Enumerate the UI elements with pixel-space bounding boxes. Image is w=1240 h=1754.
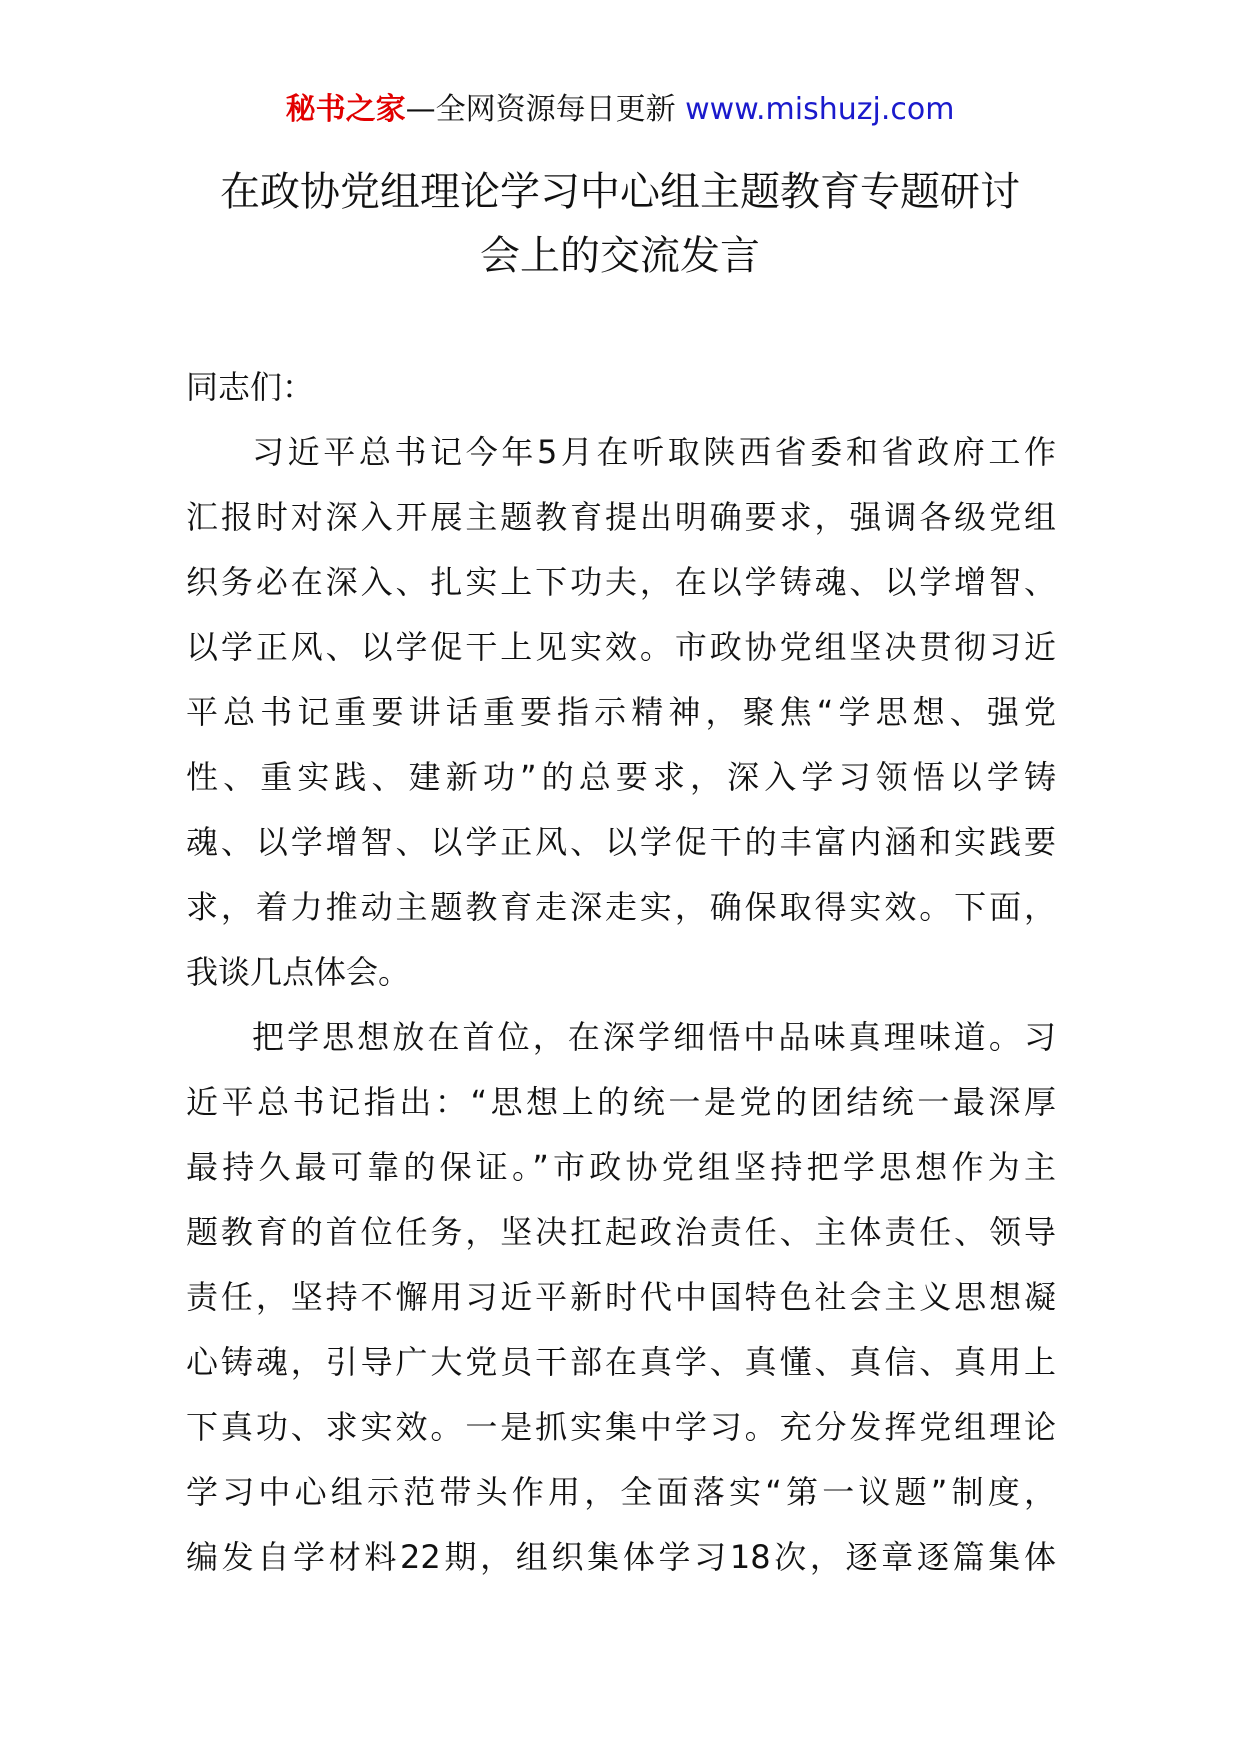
paragraph-line: 我谈几点体会。 <box>186 953 411 991</box>
site-url-link[interactable]: www.mishuzj.com <box>685 92 955 127</box>
paragraph-line: 织务必在深入、扎实上下功夫，在以学铸魂、以学增智、 <box>186 563 1056 601</box>
site-tagline: —全网资源每日更新 <box>405 92 686 127</box>
paragraph-line: 魂、以学增智、以学正风、以学促干的丰富内涵和实践要 <box>186 823 1056 861</box>
paragraph-line: 题教育的首位任务，坚决扛起政治责任、主体责任、领导 <box>186 1213 1056 1251</box>
paragraph-line: 求，着力推动主题教育走深走实，确保取得实效。下面， <box>186 888 1056 926</box>
paragraph-line: 编发自学材料22期，组织集体学习18次，逐章逐篇集体 <box>186 1538 1056 1576</box>
salutation: 同志们： <box>186 368 315 406</box>
paragraph-line: 以学正风、以学促干上见实效。市政协党组坚决贯彻习近 <box>186 628 1056 666</box>
paragraph-line: 下真功、求实效。一是抓实集中学习。充分发挥党组理论 <box>186 1408 1056 1446</box>
paragraph-line: 责任，坚持不懈用习近平新时代中国特色社会主义思想凝 <box>186 1278 1056 1316</box>
paragraph-line: 把学思想放在首位，在深学细悟中品味真理味道。习 <box>252 1018 1056 1056</box>
paragraph-line: 学习中心组示范带头作用，全面落实“第一议题”制度， <box>186 1473 1056 1511</box>
site-header <box>0 92 1240 128</box>
title-line-1: 在政协党组理论学习中心组主题教育专题研讨 <box>220 169 1020 215</box>
paragraph-line: 心铸魂，引导广大党员干部在真学、真懂、真信、真用上 <box>186 1343 1056 1381</box>
paragraph-line: 平总书记重要讲话重要指示精神，聚焦“学思想、强党 <box>186 693 1056 731</box>
paragraph-2 <box>186 1005 1056 1590</box>
document-title <box>120 160 1120 288</box>
paragraph-line: 汇报时对深入开展主题教育提出明确要求，强调各级党组 <box>186 498 1056 536</box>
paragraph-1 <box>186 420 1056 1005</box>
paragraph-line: 性、重实践、建新功”的总要求，深入学习领悟以学铸 <box>186 758 1056 796</box>
title-line-2: 会上的交流发言 <box>480 233 760 279</box>
document-body <box>186 355 1056 1590</box>
site-brand: 秘书之家 <box>285 92 406 127</box>
paragraph-line: 近平总书记指出：“思想上的统一是党的团结统一最深厚 <box>186 1083 1056 1121</box>
paragraph-line: 习近平总书记今年5月在听取陕西省委和省政府工作 <box>252 433 1056 471</box>
paragraph-line: 最持久最可靠的保证。”市政协党组坚持把学思想作为主 <box>186 1148 1056 1186</box>
